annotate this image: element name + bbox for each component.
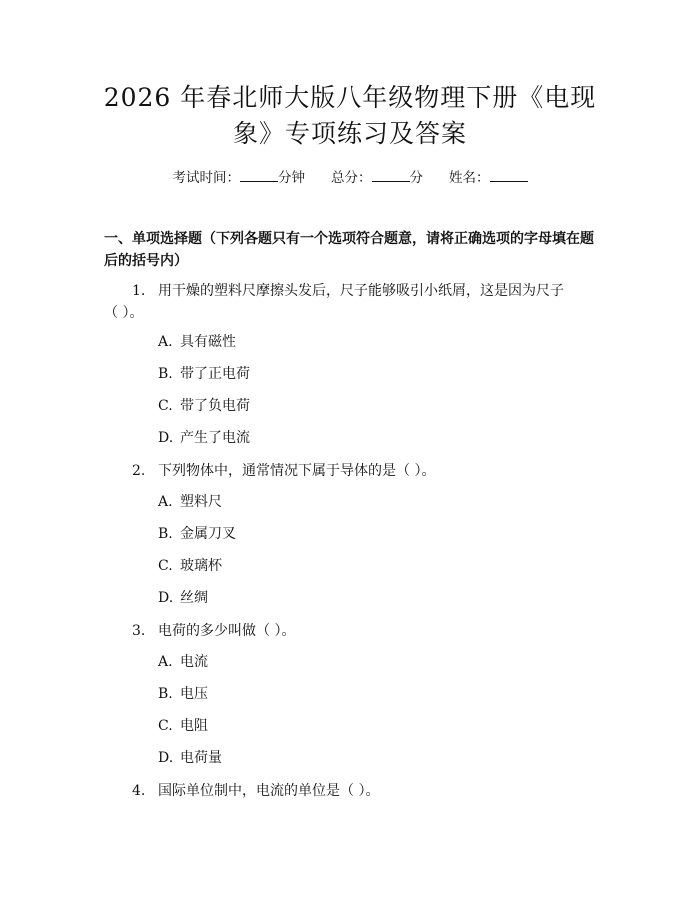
section-heading-line-1: 一、单项选择题（下列各题只有一个选项符合题意，请将正确选项的字母填在题: [104, 231, 594, 247]
question-3: [104, 620, 594, 642]
question-number: 2.: [132, 463, 146, 479]
option-text: 丝绸: [180, 590, 208, 606]
option-text: 玻璃杯: [180, 558, 222, 574]
option-letter: C.: [158, 718, 173, 734]
section-heading: [104, 228, 594, 272]
option-1d: [158, 428, 250, 448]
title-line-2: 象》专项练习及答案: [232, 119, 467, 148]
option-3b: [158, 684, 208, 704]
option-text: 带了正电荷: [180, 366, 250, 382]
question-number: 1.: [132, 283, 146, 299]
option-text: 电阻: [180, 718, 208, 734]
option-1c: [158, 396, 250, 416]
option-letter: C.: [158, 398, 173, 414]
option-text: 电荷量: [180, 750, 222, 766]
question-text: 用干燥的塑料尺摩擦头发后，尺子能够吸引小纸屑，这是因为尺子: [158, 283, 564, 299]
option-letter: D.: [158, 750, 174, 766]
option-letter: D.: [158, 430, 174, 446]
question-text: 电荷的多少叫做（ ）。: [158, 623, 296, 639]
name-blank: [490, 169, 528, 182]
option-letter: A.: [158, 654, 173, 670]
option-letter: A.: [158, 334, 173, 350]
option-2a: [158, 492, 222, 512]
option-2c: [158, 556, 222, 576]
option-2b: [158, 524, 236, 544]
question-2: [104, 460, 594, 482]
option-text: 电流: [180, 654, 208, 670]
section-heading-line-2: 后的括号内）: [104, 253, 188, 269]
option-3c: [158, 716, 208, 736]
name-label: 姓名：: [449, 170, 490, 186]
question-text: 国际单位制中，电流的单位是（ ）。: [158, 783, 380, 799]
question-1: [104, 280, 594, 324]
time-unit: 分钟: [278, 170, 305, 186]
question-number: 4.: [132, 783, 146, 799]
option-1b: [158, 364, 250, 384]
exam-meta: [0, 168, 700, 188]
option-letter: D.: [158, 590, 174, 606]
option-letter: B.: [158, 366, 173, 382]
question-4: [104, 780, 594, 802]
question-number: 3.: [132, 623, 146, 639]
time-blank: [240, 169, 278, 182]
option-text: 电压: [180, 686, 208, 702]
option-letter: B.: [158, 686, 173, 702]
option-text: 产生了电流: [180, 430, 250, 446]
score-label: 总分：: [331, 170, 372, 186]
title-line-1: 2026 年春北师大版八年级物理下册《电现: [103, 83, 597, 112]
option-1a: [158, 332, 236, 352]
option-text: 金属刀叉: [180, 526, 236, 542]
option-letter: C.: [158, 558, 173, 574]
option-text: 带了负电荷: [180, 398, 250, 414]
option-2d: [158, 588, 208, 608]
option-3a: [158, 652, 208, 672]
question-text-cont: （ ）。: [104, 305, 144, 321]
option-letter: A.: [158, 494, 173, 510]
question-text: 下列物体中，通常情况下属于导体的是（ ）。: [158, 463, 436, 479]
document-title: [80, 80, 620, 152]
time-label: 考试时间：: [172, 170, 240, 186]
option-text: 塑料尺: [180, 494, 222, 510]
option-text: 具有磁性: [180, 334, 236, 350]
option-3d: [158, 748, 222, 768]
score-blank: [372, 169, 410, 182]
option-letter: B.: [158, 526, 173, 542]
score-unit: 分: [409, 170, 423, 186]
